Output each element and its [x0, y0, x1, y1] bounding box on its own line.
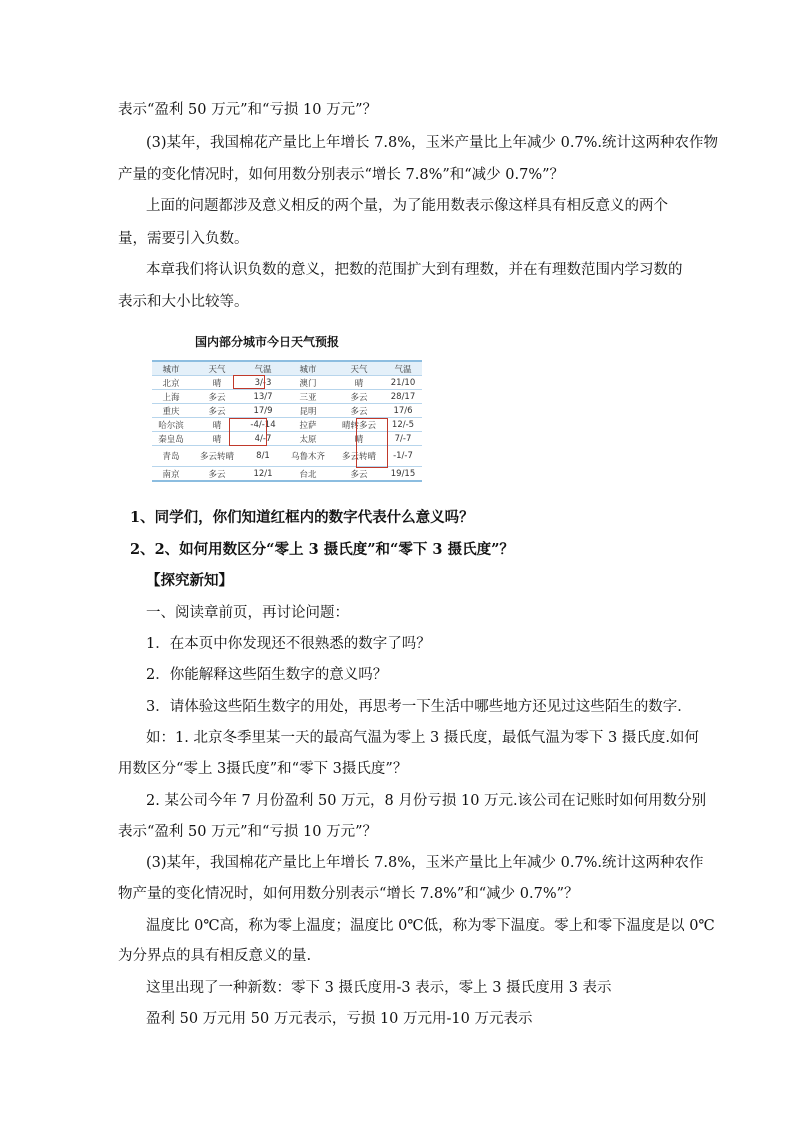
- column-header: 气温: [384, 361, 422, 376]
- table-cell: 澳门: [282, 376, 334, 390]
- table-cell: 12/1: [244, 467, 282, 482]
- text-line: 2．你能解释这些陌生数字的意义吗？: [146, 667, 388, 683]
- table-cell: 青岛: [152, 446, 190, 467]
- figure-title: 国内部分城市今日天气预报: [194, 335, 339, 349]
- text-line: 本章我们将认识负数的意义，把数的范围扩大到有理数，并在有理数范围内学习数的: [146, 262, 683, 278]
- table-cell: 三亚: [282, 390, 334, 404]
- text-line: 表示“盈利 50 万元”和“亏损 10 万元”？: [118, 102, 377, 118]
- table-cell: 晴: [334, 376, 384, 390]
- text-line: (3)某年，我国棉花产量比上年增长 7.8%，玉米产量比上年减少 0.7%.统计这两种农作物: [146, 135, 719, 151]
- table-cell: -4/-14: [244, 418, 282, 432]
- table-cell: 上海: [152, 390, 190, 404]
- table-cell: 哈尔滨: [152, 418, 190, 432]
- table-cell: 南京: [152, 467, 190, 482]
- table-cell: 晴: [190, 418, 244, 432]
- text-line: 表示和大小比较等。: [118, 294, 249, 310]
- table-row: [152, 376, 422, 390]
- text-line: 1．在本页中你发现还不很熟悉的数字了吗？: [146, 636, 431, 652]
- table-cell: 13/7: [244, 390, 282, 404]
- column-header: 天气: [334, 361, 384, 376]
- table-cell: 7/-7: [384, 432, 422, 446]
- table-cell: 晴转多云: [334, 418, 384, 432]
- table-cell: 多云: [190, 390, 244, 404]
- table-cell: 多云: [334, 404, 384, 418]
- table-cell: 拉萨: [282, 418, 334, 432]
- question-line: 2、2、如何用数区分“零上 3 摄氏度”和“零下 3 摄氏度”？: [130, 541, 514, 558]
- table-cell: 台北: [282, 467, 334, 482]
- table-cell: 多云: [334, 390, 384, 404]
- table-cell: 北京: [152, 376, 190, 390]
- table-cell: 4/-7: [244, 432, 282, 446]
- text-line: 3．请体验这些陌生数字的用处，再思考一下生活中哪些地方还见过这些陌生的数字．: [146, 699, 692, 715]
- column-header: 城市: [152, 361, 190, 376]
- text-line: 表示“盈利 50 万元”和“亏损 10 万元”？: [118, 824, 377, 840]
- table-cell: 8/1: [244, 446, 282, 467]
- table-cell: 秦皇岛: [152, 432, 190, 446]
- table-cell: 昆明: [282, 404, 334, 418]
- table-cell: 28/17: [384, 390, 422, 404]
- text-line: 为分界点的具有相反意义的量.: [118, 948, 312, 964]
- column-header: 气温: [244, 361, 282, 376]
- table-cell: 17/6: [384, 404, 422, 418]
- table-cell: 12/-5: [384, 418, 422, 432]
- red-highlight-box: [233, 375, 265, 389]
- table-cell: 多云: [334, 467, 384, 482]
- table-cell: 多云: [190, 404, 244, 418]
- table-cell: 晴: [190, 376, 244, 390]
- table-cell: 太原: [282, 432, 334, 446]
- text-line: 温度比 0℃高，称为零上温度；温度比 0℃低，称为零下温度。零上和零下温度是以 0℃: [146, 918, 715, 934]
- table-cell: 多云转晴: [334, 446, 384, 467]
- table-cell: 乌鲁木齐: [282, 446, 334, 467]
- table-cell: 21/10: [384, 376, 422, 390]
- text-line: 盈利 50 万元用 50 万元表示，亏损 10 万元用-10 万元表示: [146, 1011, 533, 1027]
- question-line: 1、同学们，你们知道红框内的数字代表什么意义吗？: [130, 509, 474, 526]
- table-row: [152, 390, 422, 404]
- column-header: 天气: [190, 361, 244, 376]
- table-row: [152, 404, 422, 418]
- table-cell: 多云: [190, 467, 244, 482]
- text-line: (3)某年，我国棉花产量比上年增长 7.8%，玉米产量比上年减少 0.7%.统计这两种农作: [146, 855, 704, 871]
- text-line: 上面的问题都涉及意义相反的两个量，为了能用数表示像这样具有相反意义的两个: [146, 198, 668, 214]
- text-line: 产量的变化情况时，如何用数分别表示“增长 7.8%”和“减少 0.7%”？: [118, 167, 565, 183]
- table-header-row: [152, 361, 422, 376]
- table-cell: -1/-7: [384, 446, 422, 467]
- column-header: 城市: [282, 361, 334, 376]
- table-cell: 晴: [334, 432, 384, 446]
- table-row: [152, 467, 422, 482]
- section-heading: 【探究新知】: [146, 572, 233, 589]
- table-cell: 多云转晴: [190, 446, 244, 467]
- text-line: 如：1. 北京冬季里某一天的最高气温为零上 3 摄氏度，最低气温为零下 3 摄氏度.如何: [146, 730, 699, 746]
- text-line: 这里出现了一种新数：零下 3 摄氏度用-3 表示，零上 3 摄氏度用 3 表示: [146, 980, 612, 996]
- text-line: 量，需要引入负数。: [118, 231, 249, 247]
- table-cell: 3/-3: [244, 376, 282, 390]
- table-cell: 晴: [190, 432, 244, 446]
- text-line: 物产量的变化情况时，如何用数分别表示“增长 7.8%”和“减少 0.7%”？: [118, 886, 579, 902]
- text-line: 用数区分“零上 3摄氏度”和“零下 3摄氏度”？: [118, 761, 408, 777]
- red-highlight-box: [356, 418, 388, 468]
- table-cell: 重庆: [152, 404, 190, 418]
- table-cell: 19/15: [384, 467, 422, 482]
- text-line: 一、阅读章前页，再讨论问题：: [146, 605, 349, 621]
- text-line: 2. 某公司今年 7 月份盈利 50 万元，8 月份亏损 10 万元.该公司在记账时如何用数分别: [146, 793, 707, 809]
- red-highlight-box: [229, 418, 267, 446]
- table-cell: 17/9: [244, 404, 282, 418]
